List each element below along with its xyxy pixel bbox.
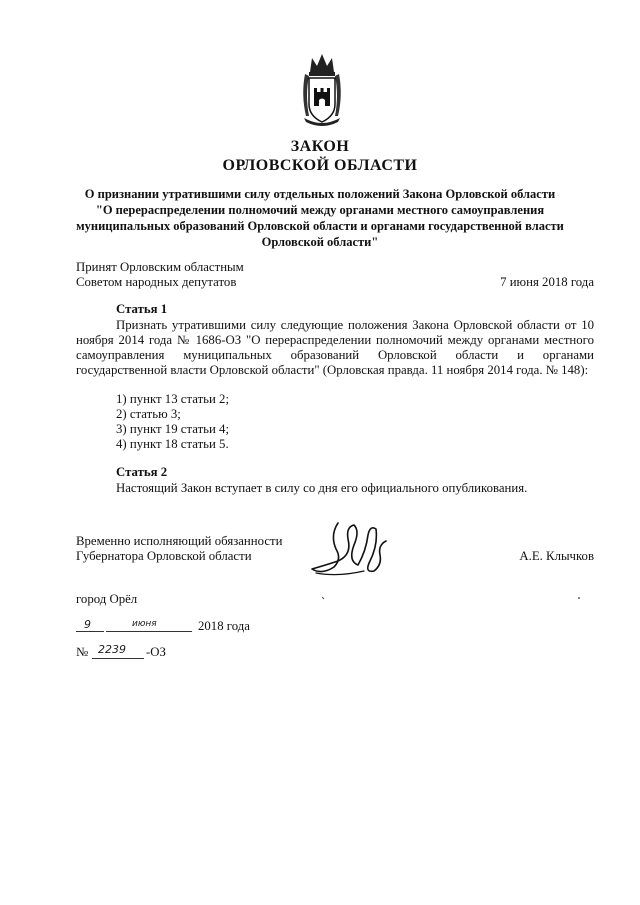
list-item: 3) пункт 19 статьи 4; [116,422,229,436]
adoption-line: Советом народных депутатов [76,275,237,289]
date-year: 2018 года [198,619,250,633]
number-value: 2239 [98,643,126,656]
list-item: 2) статью 3; [116,407,181,421]
underline [92,658,144,659]
article-1-heading: Статья 1 [116,302,168,316]
document-title: ЗАКОН [290,138,350,155]
date-month-value: июня [132,619,157,629]
subtitle-line: "О перераспределении полномочий между органами местного самоуправления [95,203,545,217]
list-item: 4) пункт 18 статьи 5. [116,437,229,451]
coat-of-arms-emblem [300,50,344,128]
subtitle-line: О признании утратившими силу отдельных положений Закона Орловской области [84,187,556,201]
number-field [92,643,144,659]
signatory-title: Губернатора Орловской области [76,549,252,563]
date-month-field [106,618,194,633]
date-day-value: 9 [84,618,91,631]
signatory-name: А.Е. Клычков [519,549,594,563]
article-1-text: Признать утратившими силу следующие положения Закона Орловской области от 10 ноября 2014 года № 1686-ОЗ "О перераспределении полномочий между органами местного самоуправления муниципальных образований Орловской области и органами государственной власти Орловской области" (Орловская правда. 11 ноября 2014 года. № 148): [76,318,594,377]
handwritten-signature [308,515,408,605]
signatory-title: Временно исполняющий обязанности [76,534,283,548]
document-subtitle [70,186,570,250]
scan-speck [578,597,580,599]
number-suffix: -ОЗ [146,645,166,659]
number-prefix: № [76,645,89,659]
subtitle-line: Орловской области" [261,235,379,249]
article-2-text: Настоящий Закон вступает в силу со дня его официального опубликования. [116,481,528,495]
list-item: 1) пункт 13 статьи 2; [116,392,229,406]
underline [106,631,192,632]
adoption-date: 7 июня 2018 года [500,275,594,289]
underline [76,631,104,632]
city-label: город Орёл [76,592,138,606]
adoption-line: Принят Орловским областным [76,260,244,274]
article-2-heading: Статья 2 [116,465,168,479]
subtitle-line: муниципальных образований Орловской области и органами государственной власти [76,219,564,233]
document-title-region: ОРЛОВСКОЙ ОБЛАСТИ [222,157,418,174]
